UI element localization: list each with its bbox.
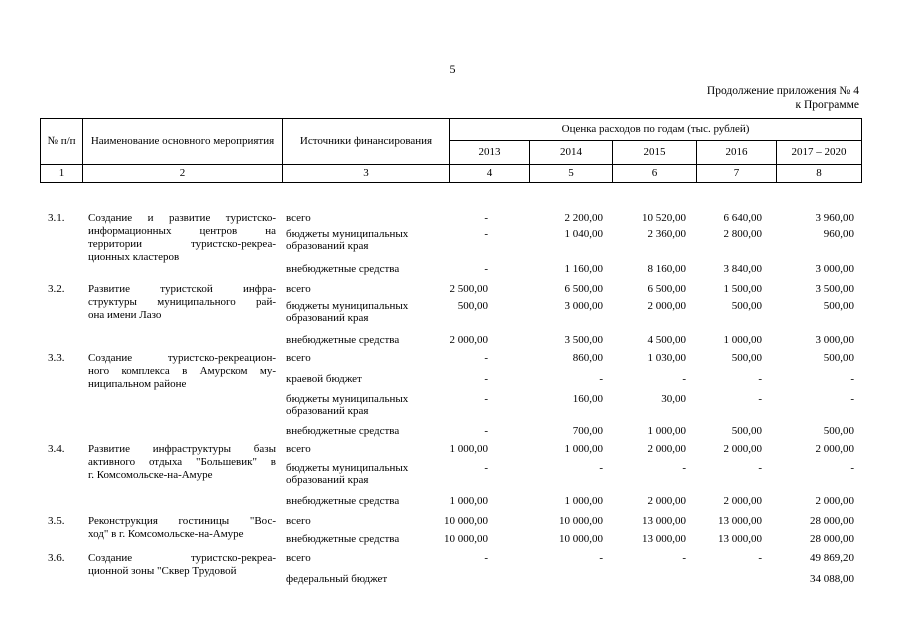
measure-name-line: ниципальном районе bbox=[88, 378, 187, 390]
funding-source: бюджеты муниципальных образований края bbox=[286, 228, 409, 252]
amount-cell: 2 800,00 bbox=[723, 228, 762, 240]
amount-cell: 10 000,00 bbox=[444, 515, 488, 527]
funding-source: федеральный бюджет bbox=[286, 573, 388, 585]
measure-name-line: Создание и развитие туристско- bbox=[88, 212, 276, 224]
table-row bbox=[40, 533, 861, 549]
header-name: Наименование основного мероприятия bbox=[83, 119, 283, 165]
column-number: 3 bbox=[283, 165, 450, 183]
measure-name-line: структуры муниципального рай- bbox=[88, 296, 276, 308]
funding-source: всего bbox=[286, 352, 311, 364]
table-row bbox=[40, 552, 861, 577]
table-row bbox=[40, 334, 861, 350]
amount-cell: 3 000,00 bbox=[564, 300, 603, 312]
amount-cell: - bbox=[682, 373, 686, 385]
amount-cell: - bbox=[599, 373, 603, 385]
funding-source: бюджеты муниципальных образований края bbox=[286, 393, 409, 417]
amount-cell: 2 200,00 bbox=[564, 212, 603, 224]
page-number: 5 bbox=[449, 62, 456, 76]
row-number: 3.6. bbox=[48, 552, 65, 564]
amount-cell: 10 000,00 bbox=[559, 515, 603, 527]
continuation-line-2: к Программе bbox=[795, 99, 859, 111]
amount-cell: 49 869,20 bbox=[810, 552, 854, 564]
amount-cell: 3 840,00 bbox=[723, 263, 762, 275]
amount-cell: - bbox=[484, 228, 488, 240]
column-number: 2 bbox=[83, 165, 283, 183]
amount-cell: 4 500,00 bbox=[647, 334, 686, 346]
amount-cell: 160,00 bbox=[572, 393, 603, 405]
measure-name-line: Развитие туристской инфра- bbox=[88, 283, 276, 295]
table-row bbox=[40, 495, 861, 511]
amount-cell: - bbox=[850, 462, 854, 474]
amount-cell: - bbox=[758, 462, 762, 474]
measure-name-line: ного комплекса в Амурском му- bbox=[88, 365, 276, 377]
amount-cell: 1 160,00 bbox=[564, 263, 603, 275]
amount-cell: - bbox=[850, 373, 854, 385]
amount-cell: 6 640,00 bbox=[723, 212, 762, 224]
amount-cell: - bbox=[484, 212, 488, 224]
table-row bbox=[40, 425, 861, 441]
amount-cell: - bbox=[758, 393, 762, 405]
amount-cell: 1 000,00 bbox=[449, 443, 488, 455]
amount-cell: 3 000,00 bbox=[815, 263, 854, 275]
amount-cell: 34 088,00 bbox=[810, 573, 854, 585]
column-number: 6 bbox=[613, 165, 697, 183]
amount-cell: 13 000,00 bbox=[718, 515, 762, 527]
table-row bbox=[40, 373, 861, 389]
amount-cell: - bbox=[599, 462, 603, 474]
column-number: 8 bbox=[777, 165, 862, 183]
column-number: 1 bbox=[41, 165, 83, 183]
funding-source: бюджеты муниципальных образований края bbox=[286, 462, 409, 486]
amount-cell: 8 160,00 bbox=[647, 263, 686, 275]
amount-cell: 860,00 bbox=[572, 352, 603, 364]
measure-name-line: ционной зоны "Сквер Трудовой bbox=[88, 565, 237, 577]
table-row bbox=[40, 462, 861, 486]
measure-name-line: Создание туристско-рекреа- bbox=[88, 552, 276, 564]
amount-cell: 500,00 bbox=[823, 352, 854, 364]
amount-cell: 3 500,00 bbox=[564, 334, 603, 346]
amount-cell: - bbox=[599, 552, 603, 564]
row-number: 3.2. bbox=[48, 283, 65, 295]
column-number: 7 bbox=[697, 165, 777, 183]
amount-cell: 2 000,00 bbox=[815, 443, 854, 455]
amount-cell: 13 000,00 bbox=[718, 533, 762, 545]
measure-name-line: Создание туристско-рекреацион- bbox=[88, 352, 276, 364]
funding-source: внебюджетные средства bbox=[286, 495, 400, 507]
amount-cell: 2 000,00 bbox=[723, 495, 762, 507]
amount-cell: 10 000,00 bbox=[444, 533, 488, 545]
amount-cell: - bbox=[758, 373, 762, 385]
amount-cell: 2 000,00 bbox=[723, 443, 762, 455]
amount-cell: 500,00 bbox=[457, 300, 488, 312]
amount-cell: 13 000,00 bbox=[642, 515, 686, 527]
measure-name-line: ход" в г. Комсомольске-на-Амуре bbox=[88, 528, 244, 540]
column-number: 5 bbox=[530, 165, 613, 183]
row-number: 3.5. bbox=[48, 515, 65, 527]
amount-cell: 2 000,00 bbox=[647, 300, 686, 312]
funding-source: бюджеты муниципальных образований края bbox=[286, 300, 409, 324]
amount-cell: 500,00 bbox=[731, 425, 762, 437]
amount-cell: 700,00 bbox=[572, 425, 603, 437]
amount-cell: 1 000,00 bbox=[564, 443, 603, 455]
amount-cell: 1 500,00 bbox=[723, 283, 762, 295]
amount-cell: 1 040,00 bbox=[564, 228, 603, 240]
funding-source: всего bbox=[286, 443, 311, 455]
column-number: 4 bbox=[450, 165, 530, 183]
continuation-line-1: Продолжение приложения № 4 bbox=[706, 85, 859, 97]
amount-cell: 500,00 bbox=[731, 352, 762, 364]
funding-source: всего bbox=[286, 552, 311, 564]
measure-name-line: активного отдыха "Большевик" в bbox=[88, 456, 276, 468]
header-num: № п/п bbox=[41, 119, 83, 165]
table-row bbox=[40, 300, 861, 324]
measure-name-line: ционных кластеров bbox=[88, 251, 180, 263]
amount-cell: 28 000,00 bbox=[810, 533, 854, 545]
row-number: 3.4. bbox=[48, 443, 65, 455]
amount-cell: 3 000,00 bbox=[815, 334, 854, 346]
measure-name-line: Развитие инфраструктуры базы bbox=[88, 443, 276, 455]
amount-cell: 10 000,00 bbox=[559, 533, 603, 545]
amount-cell: 1 000,00 bbox=[449, 495, 488, 507]
measure-name-line: информационных центров на bbox=[88, 225, 276, 237]
row-number: 3.1. bbox=[48, 212, 65, 224]
funding-source: всего bbox=[286, 283, 311, 295]
table-row bbox=[40, 263, 861, 279]
amount-cell: - bbox=[484, 373, 488, 385]
funding-source: внебюджетные средства bbox=[286, 334, 400, 346]
table-row bbox=[40, 393, 861, 417]
amount-cell: 960,00 bbox=[823, 228, 854, 240]
amount-cell: 1 000,00 bbox=[564, 495, 603, 507]
amount-cell: 30,00 bbox=[661, 393, 686, 405]
measure-name-line: она имени Лазо bbox=[88, 309, 162, 321]
amount-cell: 2 360,00 bbox=[647, 228, 686, 240]
table-row bbox=[40, 573, 861, 589]
amount-cell: - bbox=[484, 552, 488, 564]
amount-cell: - bbox=[682, 462, 686, 474]
measure-name-line: Реконструкция гостиницы "Вос- bbox=[88, 515, 276, 527]
amount-cell: 1 000,00 bbox=[647, 425, 686, 437]
measure-name-line: г. Комсомольске-на-Амуре bbox=[88, 469, 213, 481]
amount-cell: - bbox=[484, 393, 488, 405]
funding-source: всего bbox=[286, 212, 311, 224]
amount-cell: 2 000,00 bbox=[647, 495, 686, 507]
header-year: 2014 bbox=[530, 141, 613, 165]
amount-cell: 3 500,00 bbox=[815, 283, 854, 295]
amount-cell: 500,00 bbox=[823, 300, 854, 312]
funding-source: краевой бюджет bbox=[286, 373, 362, 385]
table-row bbox=[40, 228, 861, 252]
continuation-note bbox=[707, 84, 859, 112]
amount-cell: - bbox=[758, 552, 762, 564]
amount-cell: 6 500,00 bbox=[564, 283, 603, 295]
amount-cell: 1 030,00 bbox=[647, 352, 686, 364]
amount-cell: 28 000,00 bbox=[810, 515, 854, 527]
amount-cell: 1 000,00 bbox=[723, 334, 762, 346]
header-year: 2017 – 2020 bbox=[777, 141, 862, 165]
amount-cell: 13 000,00 bbox=[642, 533, 686, 545]
amount-cell: 6 500,00 bbox=[647, 283, 686, 295]
measure-name-line: территории туристско-рекреа- bbox=[88, 238, 276, 250]
amount-cell: 3 960,00 bbox=[815, 212, 854, 224]
funding-source: внебюджетные средства bbox=[286, 533, 400, 545]
header-sources: Источники финансирования bbox=[283, 119, 450, 165]
header-year: 2013 bbox=[450, 141, 530, 165]
amount-cell: - bbox=[682, 552, 686, 564]
funding-source: всего bbox=[286, 515, 311, 527]
header-year: 2016 bbox=[697, 141, 777, 165]
amount-cell: - bbox=[484, 462, 488, 474]
amount-cell: 500,00 bbox=[823, 425, 854, 437]
amount-cell: - bbox=[850, 393, 854, 405]
amount-cell: 2 500,00 bbox=[449, 283, 488, 295]
funding-source: внебюджетные средства bbox=[286, 425, 400, 437]
row-number: 3.3. bbox=[48, 352, 65, 364]
amount-cell: 10 520,00 bbox=[642, 212, 686, 224]
amount-cell: 2 000,00 bbox=[647, 443, 686, 455]
amount-cell: 500,00 bbox=[731, 300, 762, 312]
header-year: 2015 bbox=[613, 141, 697, 165]
amount-cell: 2 000,00 bbox=[815, 495, 854, 507]
amount-cell: - bbox=[484, 352, 488, 364]
amount-cell: - bbox=[484, 263, 488, 275]
amount-cell: - bbox=[484, 425, 488, 437]
header-estimate: Оценка расходов по годам (тыс. рублей) bbox=[450, 119, 862, 141]
funding-source: внебюджетные средства bbox=[286, 263, 400, 275]
table-header bbox=[40, 118, 862, 183]
amount-cell: 2 000,00 bbox=[449, 334, 488, 346]
